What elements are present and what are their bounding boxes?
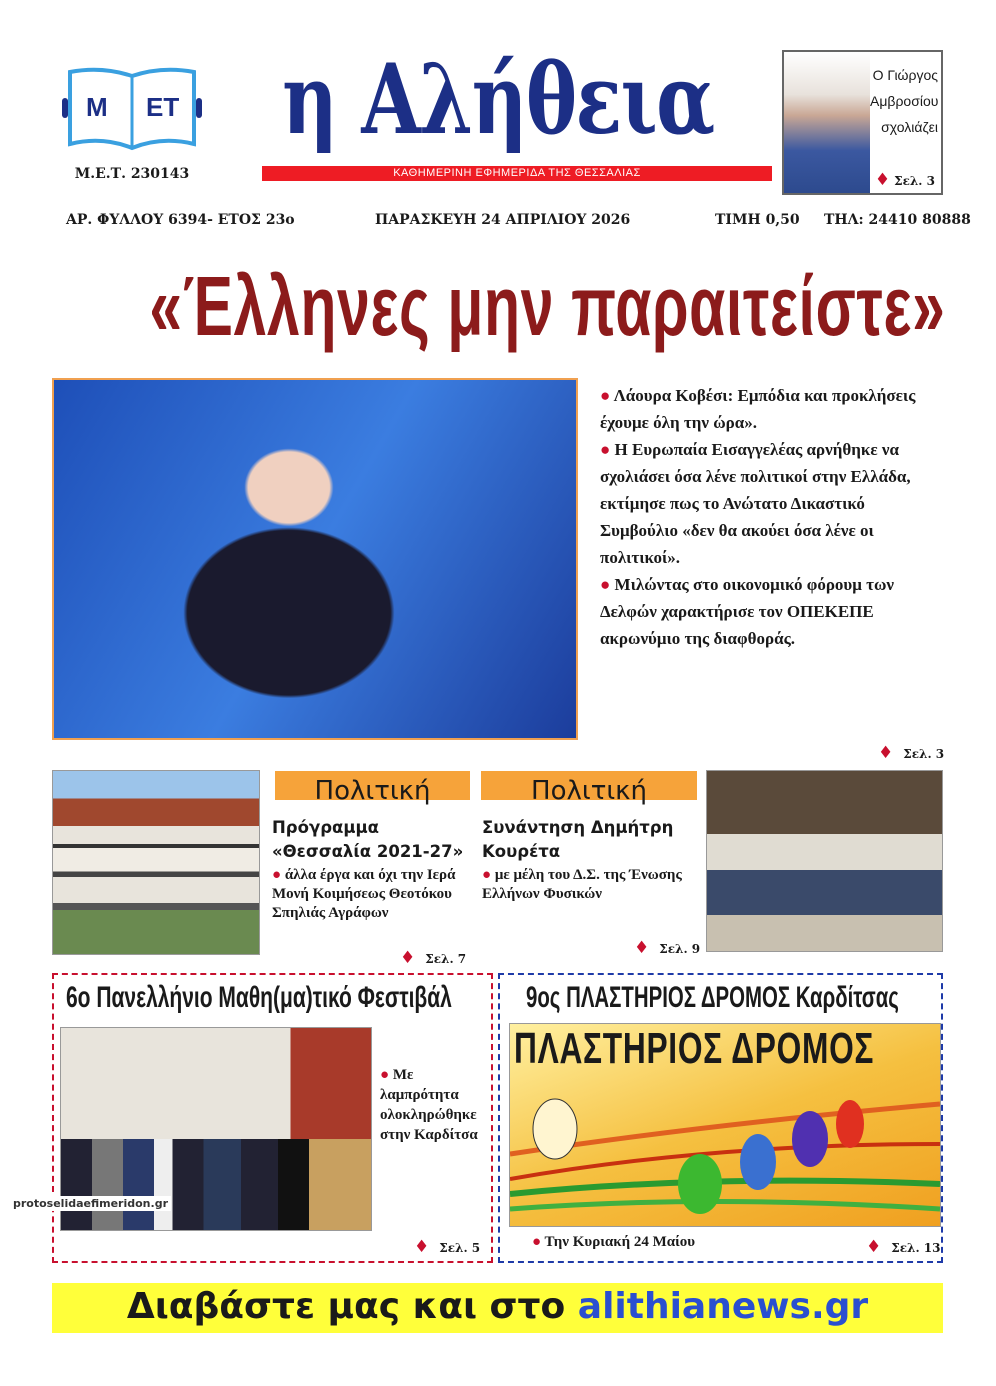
- logo-letter-left: Μ: [86, 92, 108, 122]
- race-title[interactable]: 9ος ΠΛΑΣΤΗΡΙΟΣ ΔΡΟΜΟΣ Καρδίτσας: [526, 981, 899, 1014]
- bullet-text: Λάουρα Κοβέσι: Εμπόδια και προκλήσεις έχουμε όλη την ώρα».: [600, 386, 916, 432]
- meeting-photo[interactable]: [706, 770, 943, 952]
- diamond-icon: ♦: [878, 743, 894, 763]
- bullet-icon: ●: [600, 386, 614, 405]
- met-logo: [62, 66, 202, 152]
- watermark: protoselidaefimeridon.gr: [10, 1196, 171, 1211]
- columnist-line: Ο Γιώργος: [872, 67, 938, 83]
- page-ref: Σελ. 5: [439, 1241, 481, 1255]
- columnist-box[interactable]: [782, 50, 943, 195]
- diamond-icon: ♦: [414, 1237, 430, 1257]
- main-headline[interactable]: «Έλληνες μην παραιτείστε»: [149, 259, 946, 353]
- main-photo[interactable]: [52, 378, 578, 740]
- book-icon: [62, 66, 202, 152]
- main-bullets: [600, 382, 945, 652]
- page-ref: Σελ. 9: [659, 942, 701, 956]
- met-code: Μ.Ε.Τ. 230143: [74, 166, 190, 182]
- race-poster[interactable]: [509, 1023, 941, 1227]
- bullet-text: Μιλώντας στο οικονομικό φόρουμ των Δελφών χαρακτήρισε τον ΟΠΕΚΕΠΕ ακρωνύμιο της διαφθοράς.: [600, 575, 894, 648]
- bullet-icon: ●: [600, 440, 615, 459]
- story-sub: άλλα έργα και όχι την Ιερά Μονή Κοιμήσεως Θεοτόκου Σπηλιάς Αγράφων: [272, 867, 456, 921]
- story-sub: με μέλη του Δ.Σ. της Ένωσης Ελλήνων Φυσικών: [482, 867, 682, 902]
- runners-illustration: [510, 1084, 940, 1224]
- bullet-icon: ●: [272, 867, 285, 883]
- price: ΤΙΜΗ 0,50: [715, 212, 800, 228]
- columnist-photo: [784, 52, 870, 193]
- diamond-icon: ♦: [634, 938, 650, 958]
- bullet-icon: ●: [380, 1067, 393, 1083]
- issue-date: ΠΑΡΑΣΚΕΥΗ 24 ΑΠΡΙΛΙΟΥ 2026: [375, 212, 631, 228]
- diamond-icon: ♦: [866, 1237, 882, 1257]
- festival-sub: Με λαμπρότητα ολοκληρώθηκε στην Καρδίτσα: [380, 1067, 478, 1143]
- bullet-icon: ●: [482, 867, 495, 883]
- category-label: Πολιτική: [275, 771, 470, 800]
- masthead-tagline: ΚΑΘΗΜΕΡΙΝΗ ΕΦΗΜΕΡΙΔΑ ΤΗΣ ΘΕΣΣΑΛΙΑΣ: [262, 166, 772, 181]
- diamond-icon: ♦: [400, 948, 416, 968]
- bullet-icon: ●: [532, 1234, 545, 1250]
- columnist-line: σχολιάζει: [881, 119, 938, 135]
- columnist-line: Αμβροσίου: [870, 93, 939, 109]
- page-ref: Σελ. 13: [891, 1241, 941, 1255]
- bullet-icon: ●: [600, 575, 615, 594]
- story-title[interactable]: Πρόγραμμα «Θεσσαλία 2021-27»: [272, 818, 464, 861]
- page-ref: Σελ. 7: [425, 952, 467, 966]
- festival-title[interactable]: 6ο Πανελλήνιο Μαθη(μα)τικό Φεστιβάλ: [66, 981, 452, 1014]
- banner-text: Διαβάστε μας και στο: [126, 1286, 578, 1327]
- website-banner[interactable]: [52, 1283, 943, 1333]
- bullet-text: Η Ευρωπαία Εισαγγελέας αρνήθηκε να σχολιάσει όσα λένε πολιτικοί στην Ελλάδα, εκτίμησε πως το Ανώτατο Δικαστικό Συμβούλιο «δεν θα ακούει όσα λένε οι πολιτικοί».: [600, 440, 911, 567]
- story-title[interactable]: Συνάντηση Δημήτρη Κουρέτα: [482, 818, 674, 861]
- race-box: [498, 973, 943, 1263]
- logo-letter-right: ΕΤ: [146, 92, 180, 122]
- issue-number: ΑΡ. ΦΥΛΛΟΥ 6394- ΕΤΟΣ 23ο: [66, 212, 295, 228]
- university-photo[interactable]: [52, 770, 260, 955]
- race-poster-title: ΠΛΑΣΤΗΡΙΟΣ ΔΡΟΜΟΣ: [514, 1024, 875, 1073]
- festival-box: [52, 973, 493, 1263]
- website-link[interactable]: alithianews.gr: [577, 1286, 869, 1327]
- page-ref: Σελ. 3: [894, 174, 935, 188]
- diamond-icon: ♦: [874, 170, 891, 190]
- page-ref: Σελ. 3: [903, 747, 945, 761]
- category-label: Πολιτική: [481, 771, 697, 800]
- race-sub: Την Κυριακή 24 Μαίου: [544, 1234, 696, 1250]
- masthead-title: η Αλήθεια: [282, 43, 714, 156]
- phone: ΤΗΛ: 24410 80888: [824, 212, 971, 228]
